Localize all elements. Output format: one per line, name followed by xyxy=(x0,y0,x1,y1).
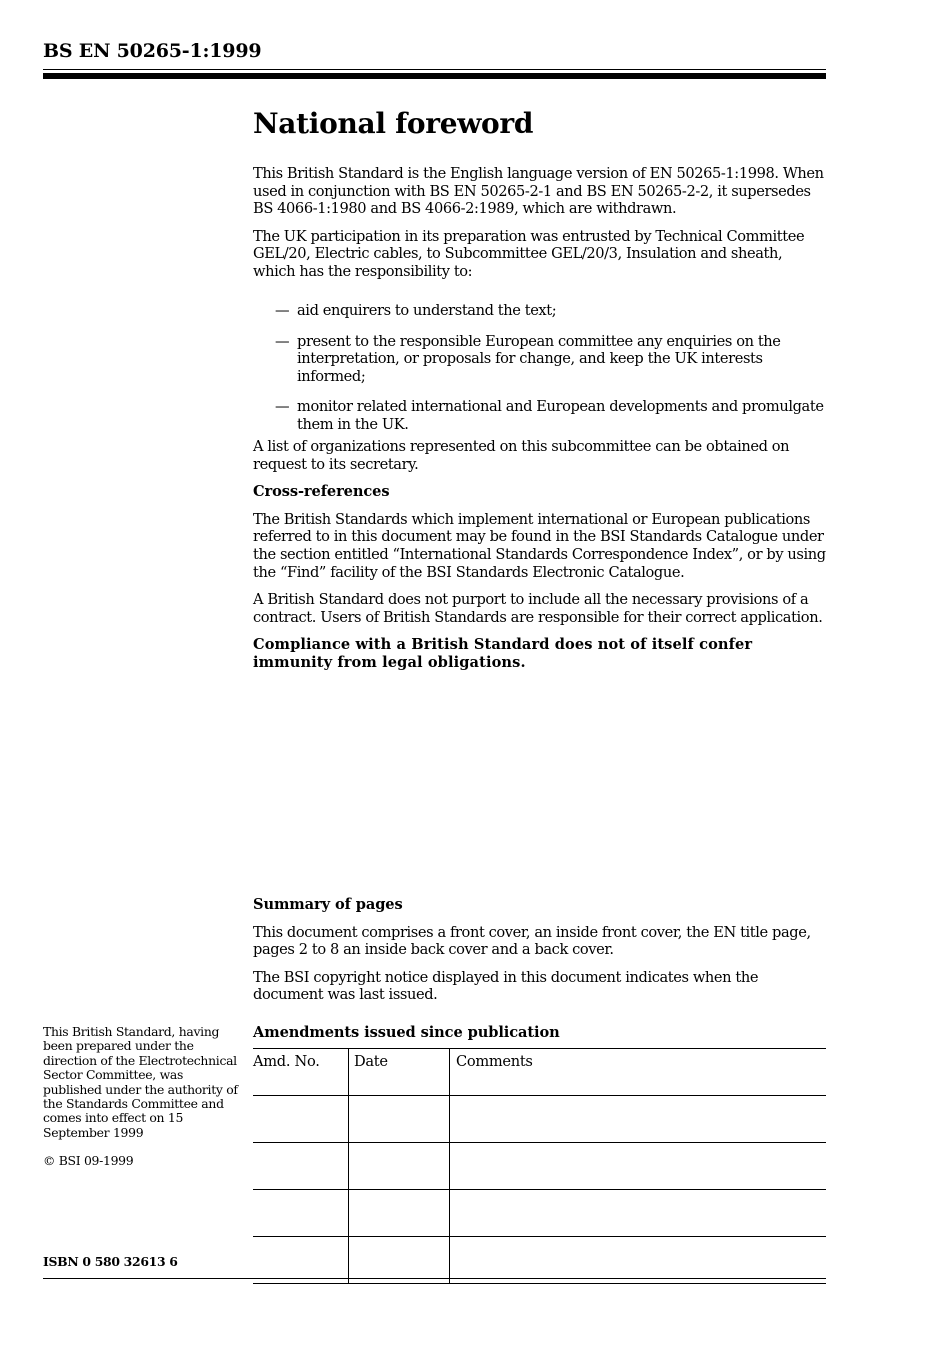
isbn: ISBN 0 580 32613 6 xyxy=(43,1254,178,1269)
foreword-body xyxy=(253,438,827,672)
table-cell xyxy=(349,1143,450,1190)
amendments-table xyxy=(253,1048,826,1284)
document-id: BS EN 50265-1:1999 xyxy=(43,40,262,62)
foreword-paragraph-2: The UK participation in its preparation was entrusted by Technical Committee GEL/20, Electric cables, to Subcommittee GEL/20/3, Insulation and sheath, which has the responsibility to: xyxy=(253,227,805,280)
summary-heading: Summary of pages xyxy=(253,896,403,913)
cross-references-paragraph-2: A British Standard does not purport to include all the necessary provisions of a contract. Users of British Standards are responsible for their correct application. xyxy=(253,591,823,626)
table-cell xyxy=(349,1190,450,1237)
table-row xyxy=(253,1143,826,1190)
summary-of-pages xyxy=(253,896,827,1004)
sidebar-copyright xyxy=(43,1154,243,1168)
foreword-intro xyxy=(253,165,827,281)
dash-marker: — xyxy=(275,332,290,350)
table-cell xyxy=(450,1237,827,1284)
sidebar-approval xyxy=(43,1025,243,1140)
list-item: — aid enquirers to understand the text; xyxy=(275,302,557,319)
cross-references-heading: Cross-references xyxy=(253,483,390,501)
summary-paragraph-2: The BSI copyright notice displayed in this document indicates when the document was last issued. xyxy=(253,968,759,1004)
table-cell xyxy=(349,1237,450,1284)
column-header-comments: Comments xyxy=(450,1049,827,1096)
table-cell xyxy=(253,1143,349,1190)
dash-marker: — xyxy=(275,302,290,319)
table-cell xyxy=(450,1190,827,1237)
list-item: — monitor related international and European developments and promulgate them in the UK. xyxy=(275,398,824,433)
footer-rule xyxy=(253,1278,826,1279)
footer-rule-left xyxy=(43,1278,253,1279)
amendments-heading: Amendments issued since publication xyxy=(253,1024,560,1041)
table-cell xyxy=(253,1190,349,1237)
table-cell xyxy=(450,1143,827,1190)
foreword-paragraph-3: A list of organizations represented on this subcommittee can be obtained on request to its secretary. xyxy=(253,438,790,473)
table-row xyxy=(253,1190,826,1237)
summary-paragraph-1: This document comprises a front cover, an inside front cover, the EN title page, pages 2 to 8 an inside back cover and a back cover. xyxy=(253,923,811,959)
page-title: National foreword xyxy=(253,107,534,140)
column-header-amd-no: Amd. No. xyxy=(253,1049,349,1096)
table-row xyxy=(253,1237,826,1284)
list-item: — present to the responsible European committee any enquiries on the interpretation, or proposals for change, and keep the UK interests informed; xyxy=(275,332,781,385)
copyright-notice: © BSI 09-1999 xyxy=(43,1153,134,1168)
compliance-statement: Compliance with a British Standard does not of itself confer immunity from legal obligations. xyxy=(253,636,753,671)
table-header-row xyxy=(253,1049,826,1096)
sidebar-isbn xyxy=(43,1255,243,1269)
cross-references-paragraph-1: The British Standards which implement international or European publications referred to in this document may be found in the BSI Standards Catalogue under the section entitled “International Standards Correspondence Index”, or by using the “Find” facility of the BSI Standards Electronic Catalogue. xyxy=(253,510,826,581)
amendments-heading-wrap xyxy=(253,1024,827,1042)
header-rule-thin xyxy=(43,69,826,70)
table-row xyxy=(253,1096,826,1143)
header-rule-thick xyxy=(43,73,826,79)
table-cell xyxy=(450,1096,827,1143)
foreword-paragraph-1: This British Standard is the English language version of EN 50265-1:1998. When used in conjunction with BS EN 50265-2-1 and BS EN 50265-2-2, it supersedes BS 4066-1:1980 and BS 4066-2:1989, which are withdrawn. xyxy=(253,165,824,218)
dash-marker: — xyxy=(275,398,290,416)
column-header-date: Date xyxy=(349,1049,450,1096)
table-cell xyxy=(253,1096,349,1143)
table-cell xyxy=(349,1096,450,1143)
approval-text: This British Standard, having been prepared under the direction of the Electrotechnical Sector Committee, was published under the authority of the Standards Committee and comes into effect on 15 September 1999 xyxy=(43,1024,238,1140)
responsibility-list xyxy=(275,302,835,434)
table-cell xyxy=(253,1237,349,1284)
